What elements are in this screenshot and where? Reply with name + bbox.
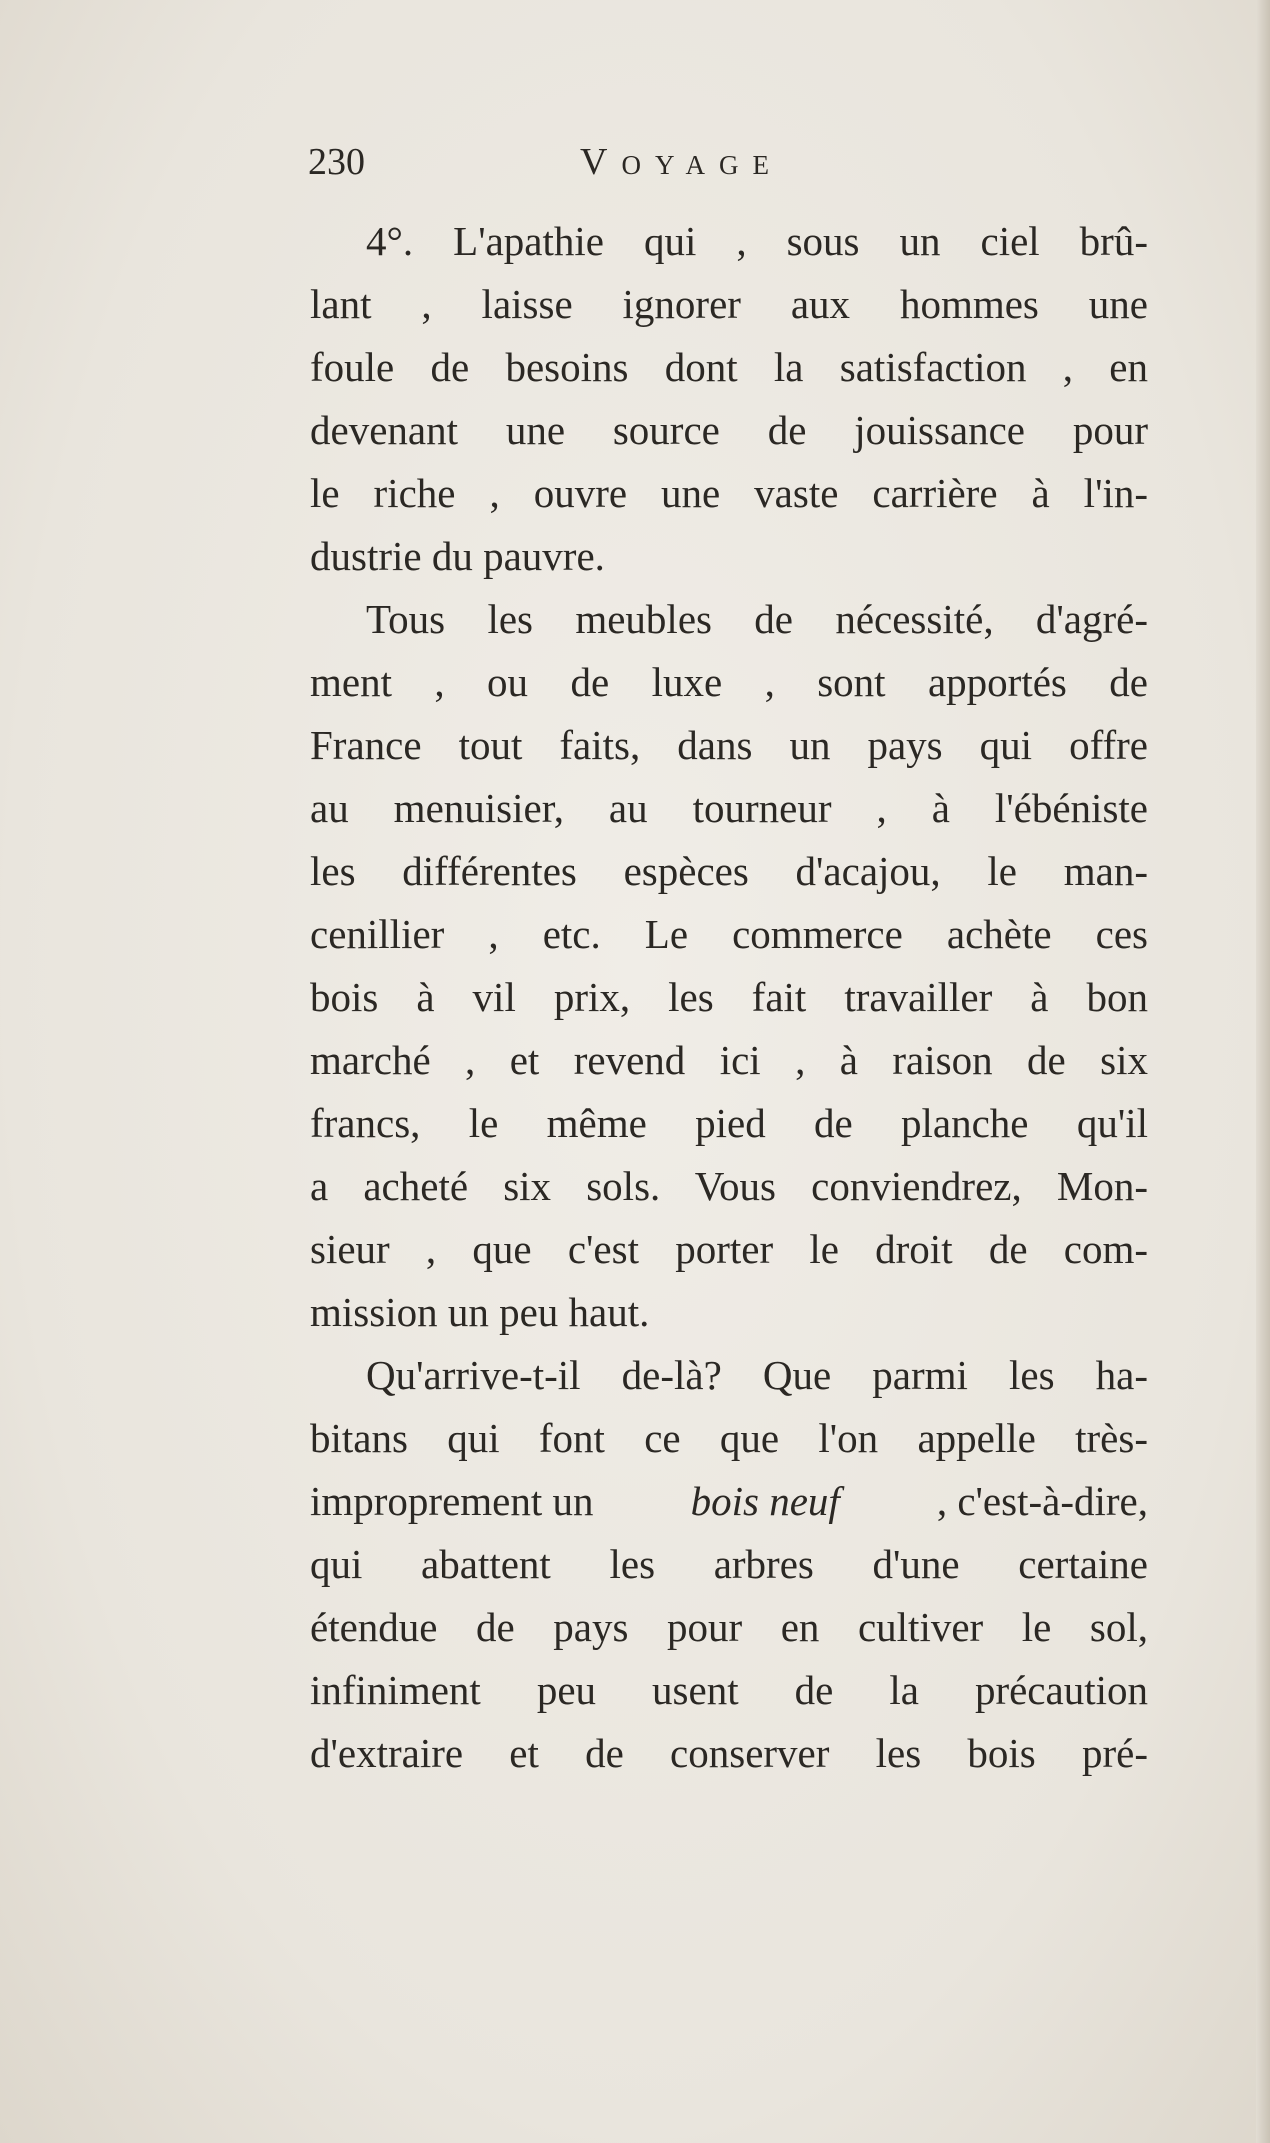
text-line: 4°. L'apathie qui , sous un ciel brû- xyxy=(366,218,1148,264)
text-segment: improprement un xyxy=(310,1478,594,1524)
text-line: Tous les meubles de nécessité, d'agré- xyxy=(366,596,1148,642)
text-line: mission un peu haut. xyxy=(310,1289,650,1335)
running-title: Voyage xyxy=(580,141,783,183)
page-number: 230 xyxy=(308,141,365,183)
text-line: cenillier , etc. Le commerce achète ces xyxy=(310,911,1148,957)
text-line: étendue de pays pour en cultiver le sol, xyxy=(310,1604,1148,1650)
text-line: bois à vil prix, les fait travailler à bon xyxy=(310,974,1148,1020)
paragraph xyxy=(310,210,1148,588)
text-line: sieur , que c'est porter le droit de com- xyxy=(310,1226,1148,1272)
text-segment: , c'est-à-dire, xyxy=(936,1478,1148,1524)
text-line xyxy=(310,1470,1148,1533)
text-line: Qu'arrive-t-il de-là? Que parmi les ha- xyxy=(366,1352,1148,1398)
text-line: le riche , ouvre une vaste carrière à l'in- xyxy=(310,470,1148,516)
text-line: dustrie du pauvre. xyxy=(310,533,605,579)
body-text xyxy=(310,210,1148,1785)
text-line: qui abattent les arbres d'une certaine xyxy=(310,1541,1148,1587)
text-line: d'extraire et de conserver les bois pré- xyxy=(310,1730,1148,1776)
text-line: infiniment peu usent de la précaution xyxy=(310,1667,1148,1713)
text-line: au menuisier, au tourneur , à l'ébéniste xyxy=(310,785,1148,831)
paragraph xyxy=(310,588,1148,1344)
text-line: lant , laisse ignorer aux hommes une xyxy=(310,281,1148,327)
text-line: les différentes espèces d'acajou, le man- xyxy=(310,848,1148,894)
text-line: marché , et revend ici , à raison de six xyxy=(310,1037,1148,1083)
text-line: France tout faits, dans un pays qui offre xyxy=(310,722,1148,768)
text-line: francs, le même pied de planche qu'il xyxy=(310,1100,1148,1146)
text-line: devenant une source de jouissance pour xyxy=(310,407,1148,453)
page-header xyxy=(300,140,900,196)
text-line: a acheté six sols. Vous conviendrez, Mon- xyxy=(310,1163,1148,1209)
paragraph xyxy=(310,1344,1148,1785)
text-line: bitans qui font ce que l'on appelle très- xyxy=(310,1415,1148,1461)
italic-phrase: bois neuf xyxy=(690,1478,840,1524)
text-line: ment , ou de luxe , sont apportés de xyxy=(310,659,1148,705)
page-edge xyxy=(1256,0,1270,2143)
text-line: foule de besoins dont la satisfaction , en xyxy=(310,344,1148,390)
